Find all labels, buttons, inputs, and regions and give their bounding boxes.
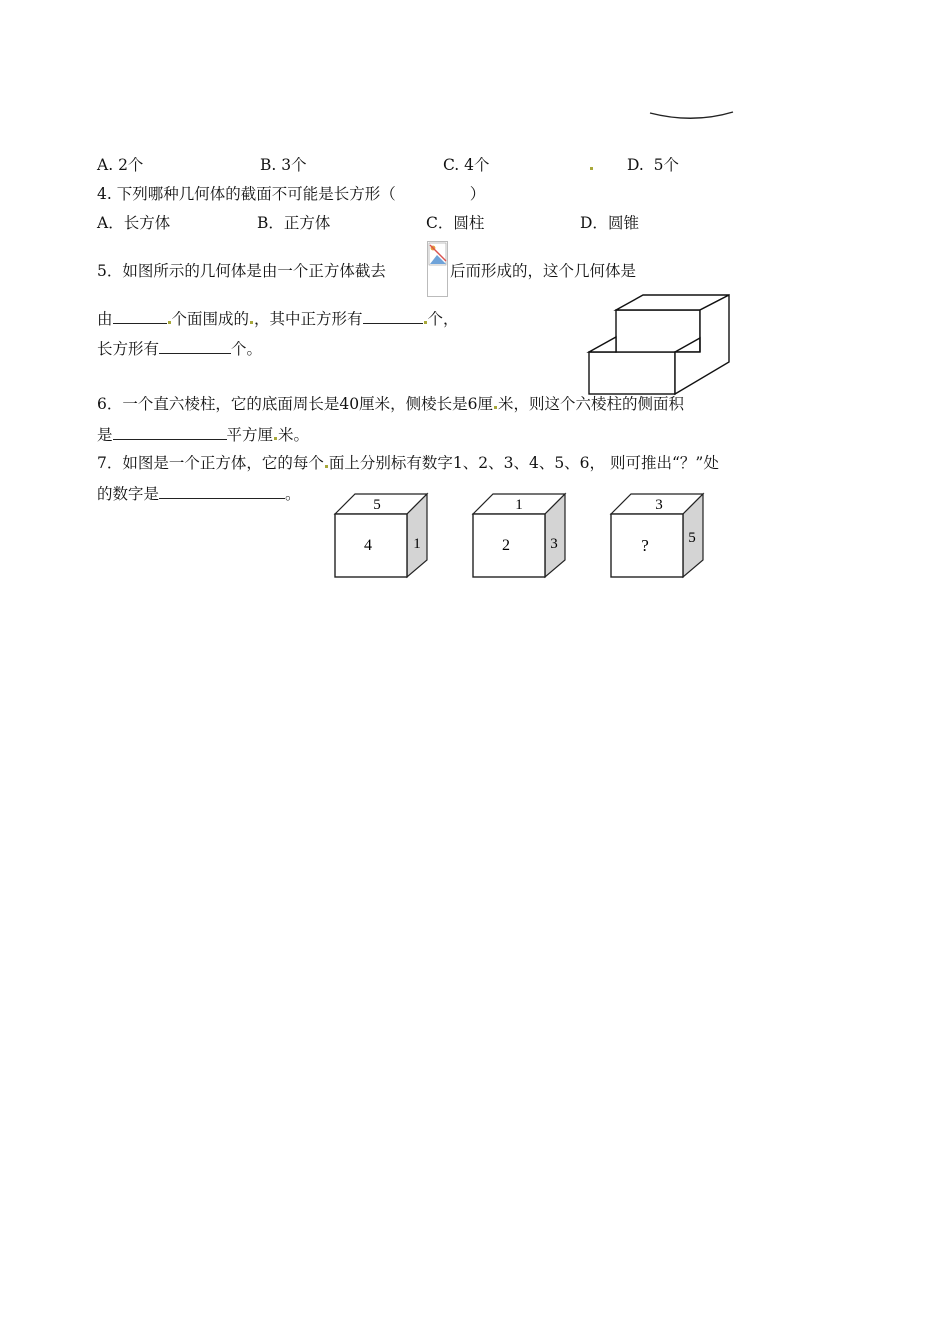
q6-line-1: 6．一个直六棱柱，它的底面周长是40厘米，侧棱长是6厘 米，则这个六棱柱的侧面积 bbox=[97, 395, 684, 413]
q4-option-d: D．圆锥 bbox=[580, 214, 639, 232]
q4-option-b: B．正方体 bbox=[257, 214, 331, 232]
q4-stem: 4. 下列哪种几何体的截面不可能是长方形（ ） bbox=[97, 185, 486, 203]
cube-3 bbox=[611, 494, 703, 577]
stepped-solid-figure bbox=[585, 290, 737, 396]
q7-line-2: 的数字是 。 bbox=[97, 485, 301, 503]
cube-1 bbox=[335, 494, 427, 577]
cube-front-label: ? bbox=[641, 536, 649, 555]
cube-2 bbox=[473, 494, 565, 577]
cube-front-label: 4 bbox=[364, 537, 372, 554]
q3-option-c: C. 4个 bbox=[443, 156, 490, 174]
q4-option-a: A．长方体 bbox=[97, 214, 171, 232]
q5-blank-faces[interactable] bbox=[113, 308, 167, 324]
q5-line-2: 由 个面围成的 ，其中正方形有 个， bbox=[97, 310, 459, 328]
q3-option-b: B. 3个 bbox=[260, 156, 307, 174]
cube-side-label: 1 bbox=[413, 536, 421, 552]
cube-side-label: 5 bbox=[688, 530, 696, 546]
q5-line-1a: 5．如图所示的几何体是由一个正方体截去 bbox=[97, 262, 386, 280]
cube-side-label: 3 bbox=[550, 536, 558, 552]
cube-figures bbox=[330, 490, 740, 582]
cube-front-label: 2 bbox=[502, 537, 510, 554]
q3-option-a: A. 2个 bbox=[97, 156, 144, 174]
cube-top-label: 5 bbox=[373, 497, 381, 513]
q5-blank-rectangles[interactable] bbox=[159, 338, 231, 354]
cube-top-label: 1 bbox=[515, 497, 523, 513]
q7-line-1: 7．如图是一个正方体，它的每个 面上分别标有数字1、2、3、4、5、6， 则可推出“？”处 bbox=[97, 454, 719, 472]
broken-image-icon bbox=[427, 241, 449, 297]
q3-option-d: D. 5个 bbox=[627, 156, 680, 174]
cube-top-label: 3 bbox=[655, 497, 663, 513]
arc-stroke bbox=[645, 104, 740, 126]
q6-blank-area[interactable] bbox=[113, 424, 227, 440]
stray-dot bbox=[590, 167, 593, 170]
q7-blank-answer[interactable] bbox=[159, 483, 285, 499]
q4-option-c: C．圆柱 bbox=[426, 214, 485, 232]
q6-line-2: 是 平方厘 米。 bbox=[97, 426, 310, 444]
q5-blank-squares[interactable] bbox=[363, 308, 423, 324]
q5-line-3: 长方形有 个。 bbox=[97, 340, 263, 358]
q5-line-1b: 后而形成的，这个几何体是 bbox=[450, 262, 637, 280]
